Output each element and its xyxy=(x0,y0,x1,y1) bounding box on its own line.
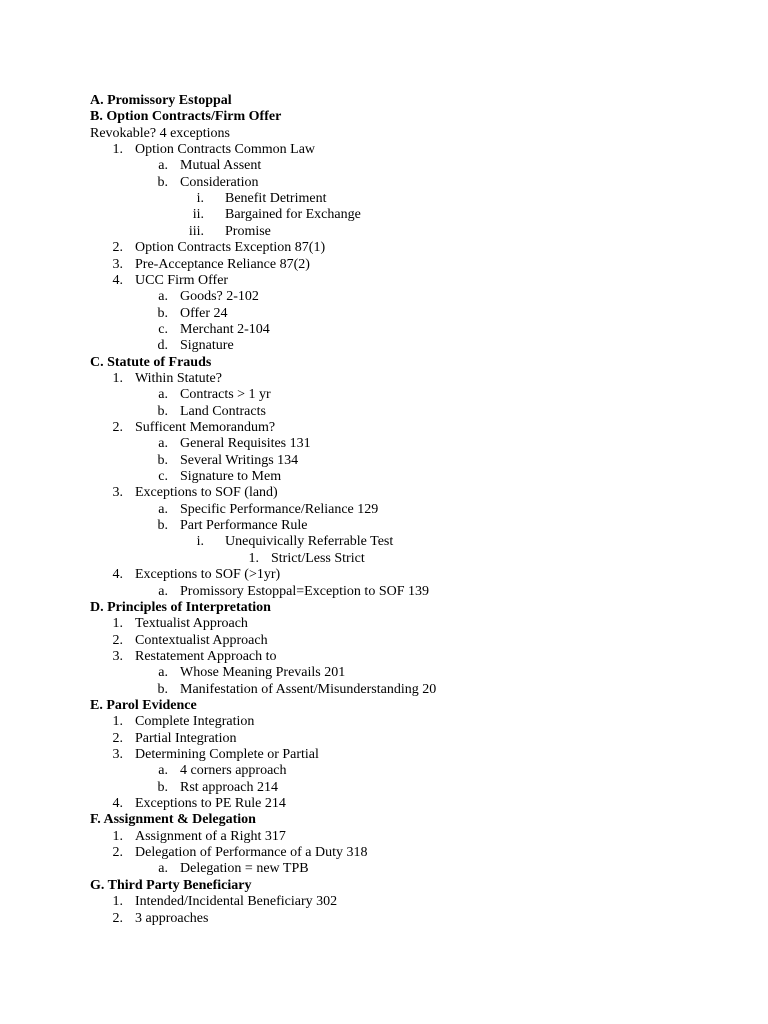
item-text: Delegation = new TPB xyxy=(180,861,309,877)
item-text: Signature to Mem xyxy=(180,469,282,485)
item-marker: 2. xyxy=(112,845,123,861)
item-text: Promise xyxy=(225,223,271,239)
outline-item-l1 xyxy=(0,731,768,747)
item-text: Signature xyxy=(180,338,234,354)
item-text: Strict/Less Strict xyxy=(271,550,365,566)
plain-text-line: Revokable? 4 exceptions xyxy=(90,125,230,141)
item-marker: a. xyxy=(158,665,168,681)
item-marker: 1. xyxy=(112,142,123,158)
item-text: Rst approach 214 xyxy=(180,779,278,795)
item-text: General Requisites 131 xyxy=(180,436,311,452)
outline-item-l2 xyxy=(0,306,768,322)
item-text: Pre-Acceptance Reliance 87(2) xyxy=(135,256,310,272)
item-text: Within Statute? xyxy=(135,370,222,386)
item-marker: b. xyxy=(157,452,168,468)
item-marker: 1. xyxy=(112,828,123,844)
item-marker: b. xyxy=(157,779,168,795)
item-marker: 2. xyxy=(112,632,123,648)
outline-item-l1 xyxy=(0,894,768,910)
item-marker: b. xyxy=(157,305,168,321)
item-text: Contextualist Approach xyxy=(135,632,268,648)
item-text: Delegation of Performance of a Duty 318 xyxy=(135,845,368,861)
item-text: Exceptions to SOF (land) xyxy=(135,485,278,501)
outline-item-l1 xyxy=(0,845,768,861)
item-marker: b. xyxy=(157,518,168,534)
item-marker: 3. xyxy=(112,485,123,501)
outline-item-l2 xyxy=(0,338,768,354)
item-text: Restatement Approach to xyxy=(135,648,277,664)
item-text: Sufficent Memorandum? xyxy=(135,420,276,435)
section-heading: C. Statute of Frauds xyxy=(90,354,212,370)
outline-item-l1 xyxy=(0,420,768,436)
item-text: Benefit Detriment xyxy=(225,191,327,207)
outline-item-l3 xyxy=(0,534,768,550)
outline-item-l1 xyxy=(0,371,768,387)
outline-item-l2 xyxy=(0,289,768,305)
outline-item-l1 xyxy=(0,649,768,665)
outline-item-l3 xyxy=(0,207,768,223)
item-marker: 2. xyxy=(112,240,123,256)
item-text: Unequivically Referrable Test xyxy=(225,534,394,550)
item-text: Promissory Estoppal=Exception to SOF 139 xyxy=(180,583,430,599)
item-text: Mutual Assent xyxy=(180,158,262,174)
item-text: Contracts > 1 yr xyxy=(180,387,271,403)
item-marker: 3. xyxy=(112,747,123,762)
outline-item-l2 xyxy=(0,518,768,534)
item-text: Whose Meaning Prevails 201 xyxy=(180,665,346,681)
item-marker: 1. xyxy=(112,370,123,386)
item-marker: iii. xyxy=(188,223,204,239)
item-text: Goods? 2-102 xyxy=(180,289,259,305)
item-text: Bargained for Exchange xyxy=(225,207,361,223)
item-marker: b. xyxy=(157,174,168,190)
item-text: Manifestation of Assent/Misunderstanding 20 xyxy=(180,681,437,697)
item-text: Textualist Approach xyxy=(135,616,248,632)
outline-item-l2 xyxy=(0,584,768,600)
item-text: Complete Integration xyxy=(135,714,255,730)
item-marker: a. xyxy=(158,861,168,877)
item-marker: b. xyxy=(157,681,168,697)
outline-item-l2 xyxy=(0,502,768,518)
item-marker: 3. xyxy=(112,648,123,664)
item-text: Exceptions to PE Rule 214 xyxy=(135,796,286,812)
item-marker: d. xyxy=(157,338,168,354)
item-marker: a. xyxy=(158,387,168,403)
item-marker: 2. xyxy=(112,730,123,746)
item-marker: a. xyxy=(158,158,168,174)
item-text: Merchant 2-104 xyxy=(180,321,270,337)
item-text: Determining Complete or Partial xyxy=(135,747,319,762)
item-text: Exceptions to SOF (>1yr) xyxy=(135,567,281,583)
item-text: Option Contracts Common Law xyxy=(135,142,316,158)
item-text: Part Performance Rule xyxy=(180,518,308,534)
outline-item-l1 xyxy=(0,633,768,649)
outline-item-l1 xyxy=(0,911,768,927)
item-marker: a. xyxy=(158,289,168,305)
item-text: UCC Firm Offer xyxy=(135,272,229,288)
outline-item-l2 xyxy=(0,175,768,191)
item-text: Assignment of a Right 317 xyxy=(135,828,286,844)
outline-item-l2 xyxy=(0,469,768,485)
item-marker: 4. xyxy=(112,272,123,288)
item-marker: a. xyxy=(158,763,168,779)
item-text: Several Writings 134 xyxy=(180,452,299,468)
item-text: 3 approaches xyxy=(135,910,209,926)
outline-item-l1 xyxy=(0,485,768,501)
item-text: Offer 24 xyxy=(180,305,228,321)
section-heading: D. Principles of Interpretation xyxy=(90,599,271,615)
item-marker: a. xyxy=(158,501,168,517)
item-text: Land Contracts xyxy=(180,403,266,419)
item-marker: i. xyxy=(196,534,204,550)
item-text: Specific Performance/Reliance 129 xyxy=(180,501,379,517)
outline-item-l1 xyxy=(0,714,768,730)
section-heading: B. Option Contracts/Firm Offer xyxy=(90,109,282,125)
outline-item-l2 xyxy=(0,453,768,469)
item-marker: 1. xyxy=(248,550,259,566)
outline-item-l1 xyxy=(0,796,768,812)
outline-item-l1 xyxy=(0,567,768,583)
item-text: Partial Integration xyxy=(135,730,237,746)
outline-item-l2 xyxy=(0,682,768,698)
outline-item-l2 xyxy=(0,861,768,877)
outline-item-l1 xyxy=(0,829,768,845)
outline-item-l1 xyxy=(0,142,768,158)
outline-item-l2 xyxy=(0,763,768,779)
item-marker: 1. xyxy=(112,714,123,730)
item-text: Consideration xyxy=(180,174,259,190)
item-marker: a. xyxy=(158,436,168,452)
item-marker: b. xyxy=(157,403,168,419)
section-heading: G. Third Party Beneficiary xyxy=(90,877,252,893)
item-text: 4 corners approach xyxy=(180,763,287,779)
item-marker: 4. xyxy=(112,567,123,583)
outline-item-l3 xyxy=(0,191,768,207)
item-marker: 3. xyxy=(112,256,123,272)
outline-item-l2 xyxy=(0,404,768,420)
item-marker: 1. xyxy=(112,894,123,910)
item-marker: 1. xyxy=(112,616,123,632)
outline-item-l2 xyxy=(0,436,768,452)
outline-item-l2 xyxy=(0,665,768,681)
item-text: Intended/Incidental Beneficiary 302 xyxy=(135,894,338,910)
item-marker: ii. xyxy=(192,207,204,223)
item-text: Option Contracts Exception 87(1) xyxy=(135,240,326,256)
section-heading: A. Promissory Estoppal xyxy=(90,93,232,108)
outline-item-l1 xyxy=(0,273,768,289)
outline-item-l1 xyxy=(0,240,768,256)
outline-item-l4 xyxy=(0,551,768,567)
item-marker: 2. xyxy=(112,420,123,435)
outline-item-l2 xyxy=(0,158,768,174)
outline-item-l1 xyxy=(0,747,768,763)
outline-item-l1 xyxy=(0,616,768,632)
item-marker: a. xyxy=(158,583,168,599)
item-marker: 2. xyxy=(112,910,123,926)
section-heading: F. Assignment & Delegation xyxy=(90,812,256,828)
item-marker: c. xyxy=(158,469,168,485)
outline-item-l1 xyxy=(0,257,768,273)
item-marker: 4. xyxy=(112,796,123,812)
outline-item-l2 xyxy=(0,387,768,403)
item-marker: c. xyxy=(158,321,168,337)
item-marker: i. xyxy=(196,191,204,207)
section-heading: E. Parol Evidence xyxy=(90,697,197,713)
outline-item-l2 xyxy=(0,322,768,338)
outline-item-l3 xyxy=(0,224,768,240)
outline-item-l2 xyxy=(0,780,768,796)
